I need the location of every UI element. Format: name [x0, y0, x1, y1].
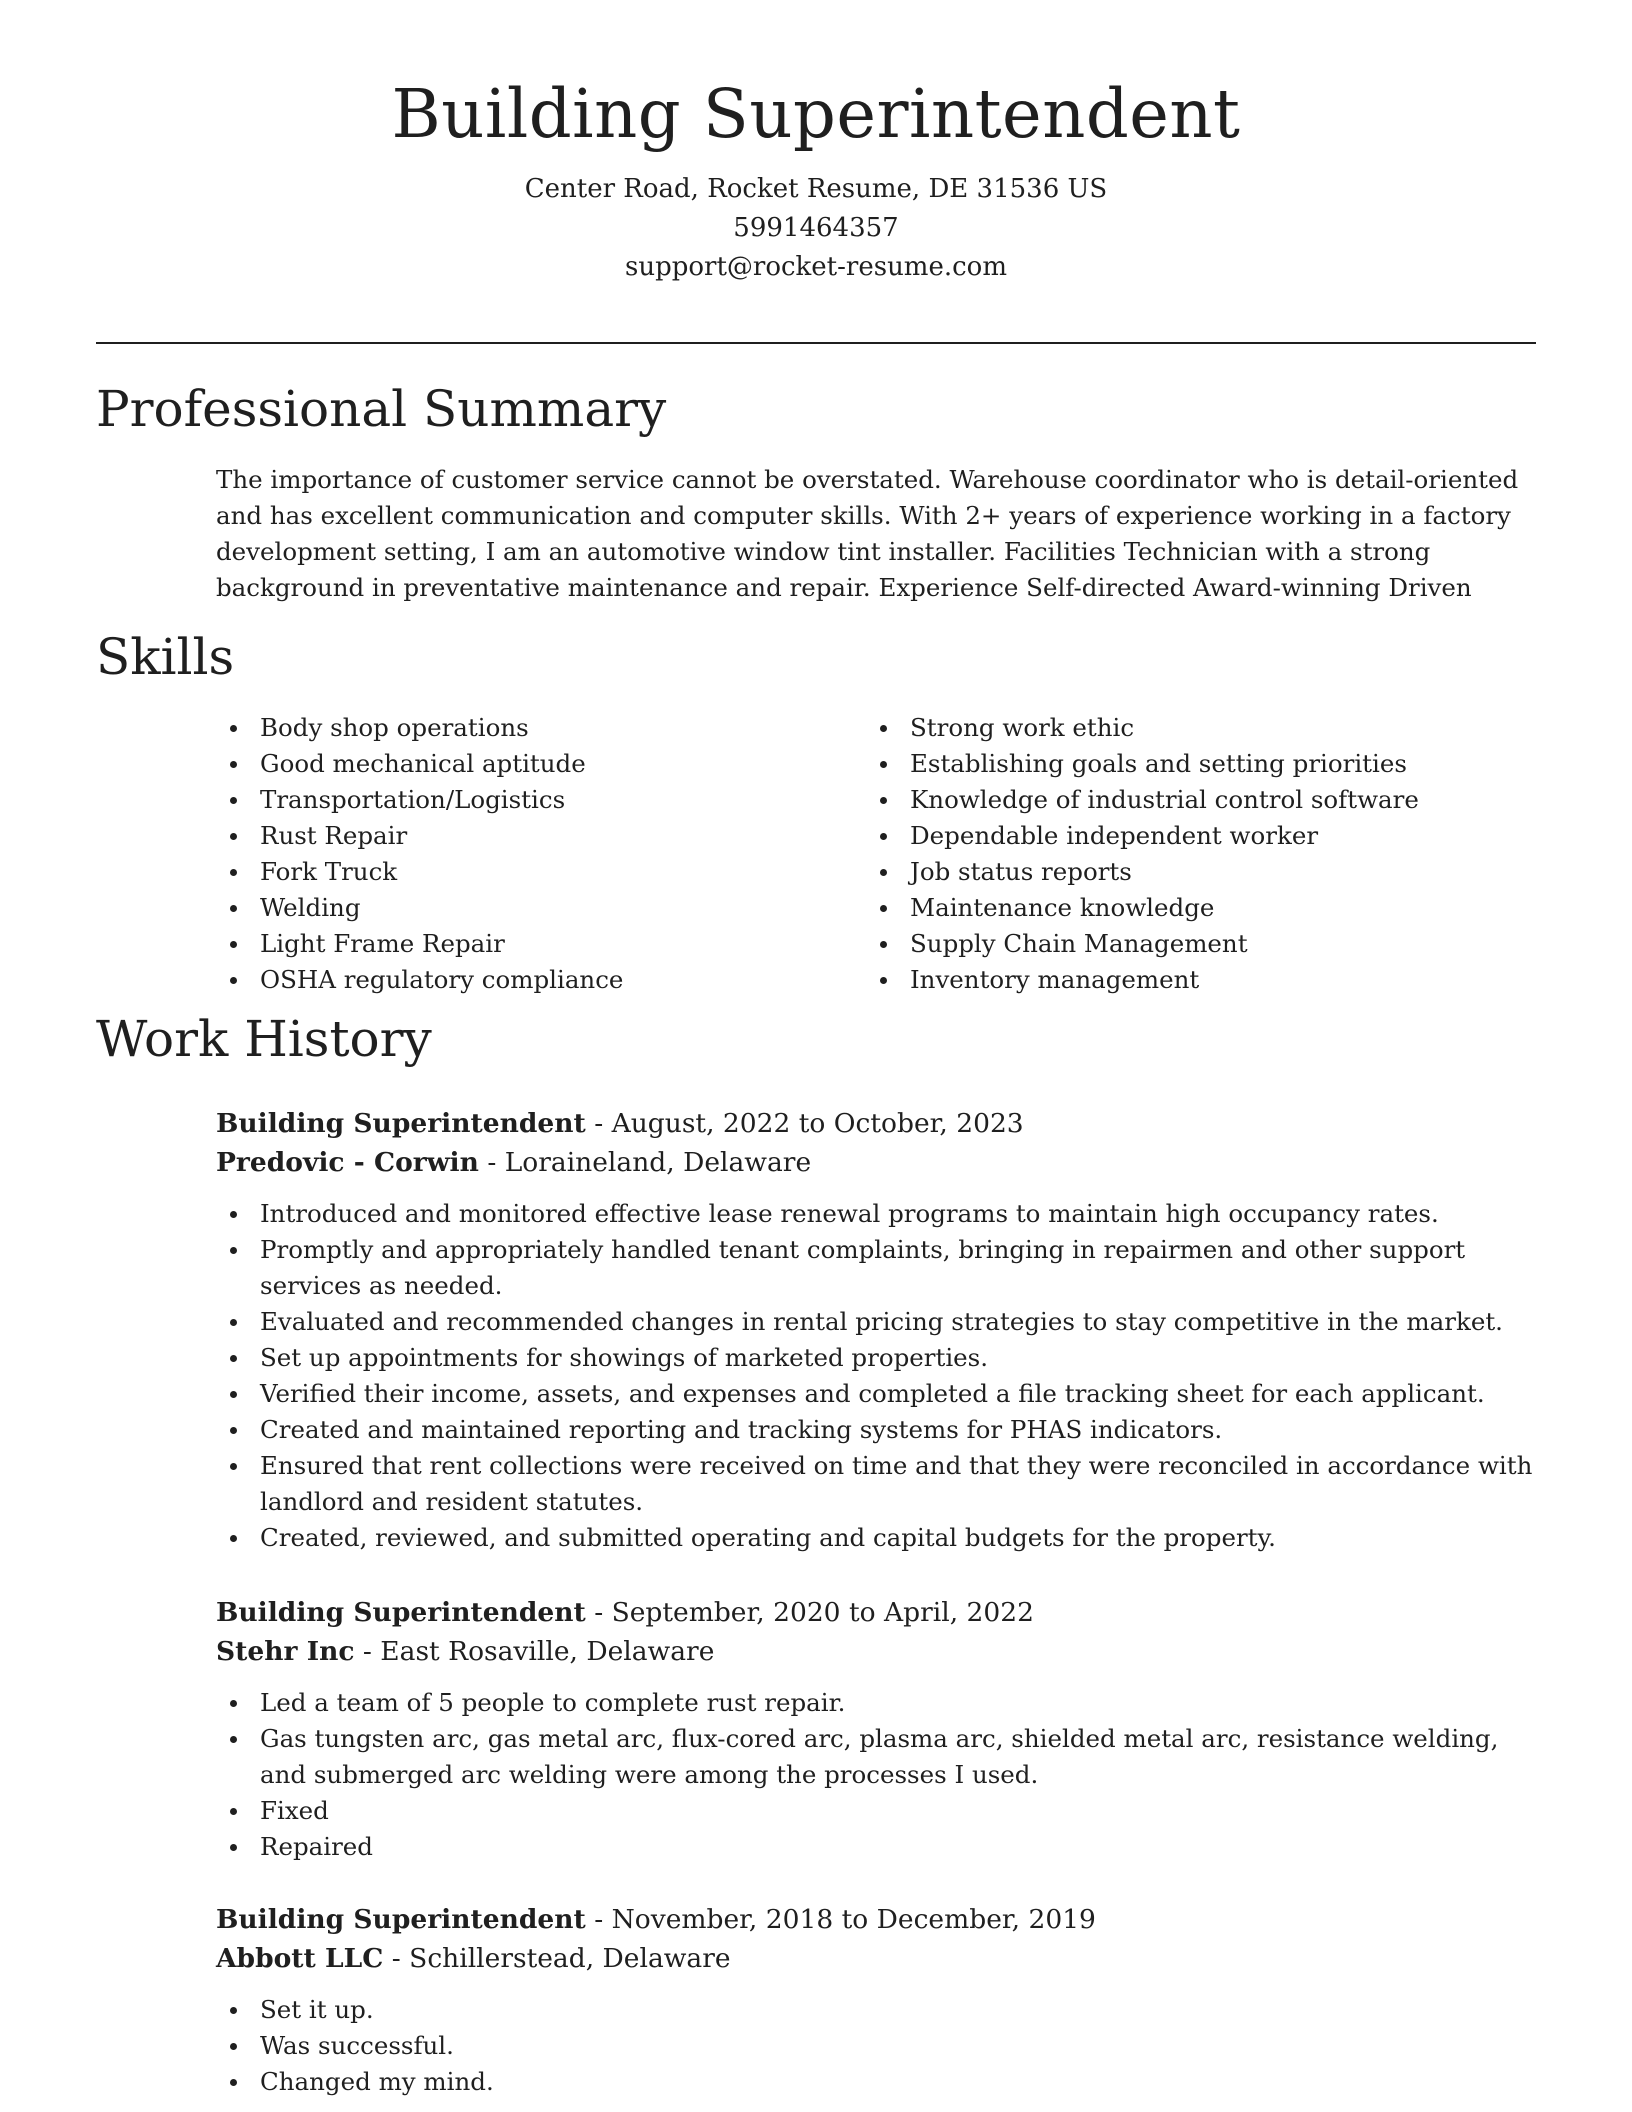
job-company-line	[216, 1939, 1540, 1978]
job-bullet: Was successful.	[216, 2028, 1540, 2064]
skill-item: Welding	[216, 890, 856, 926]
skill-item: Transportation/Logistics	[216, 782, 856, 818]
job-dates: - September, 2020 to April, 2022	[585, 1597, 1034, 1628]
contact-phone: 5991464357	[733, 212, 899, 243]
job-bullets	[216, 1685, 1540, 1865]
job-role: Building Superintendent	[216, 1597, 586, 1628]
candidate-name: Building Superintendent	[391, 75, 1241, 153]
skill-item: Strong work ethic	[866, 710, 1506, 746]
job-role: Building Superintendent	[216, 1904, 586, 1935]
skills-list-right	[866, 710, 1506, 998]
job-entry	[216, 1593, 1540, 1865]
skill-item: Rust Repair	[216, 818, 856, 854]
job-company: Stehr Inc	[216, 1636, 355, 1667]
skill-item: Establishing goals and setting priorities	[866, 746, 1506, 782]
resume-header	[0, 0, 1632, 287]
job-company-line	[216, 1632, 1540, 1671]
skill-item: Maintenance knowledge	[866, 890, 1506, 926]
skill-item: Supply Chain Management	[866, 926, 1506, 962]
job-bullet: Ensured that rent collections were received on time and that they were reconciled in accordance with landlord and resident statutes.	[216, 1448, 1540, 1520]
job-bullet: Created, reviewed, and submitted operating and capital budgets for the property.	[216, 1520, 1540, 1556]
contact-address: Center Road, Rocket Resume, DE 31536 US	[524, 173, 1108, 204]
work-history-heading: Work History	[96, 1010, 432, 1068]
header-divider	[96, 342, 1536, 344]
job-dates: - August, 2022 to October, 2023	[585, 1108, 1024, 1139]
job-bullet: Evaluated and recommended changes in rental pricing strategies to stay competitive in the market.	[216, 1304, 1540, 1340]
job-dates: - November, 2018 to December, 2019	[585, 1904, 1096, 1935]
skill-item: OSHA regulatory compliance	[216, 962, 856, 998]
summary-text: The importance of customer service cannot be overstated. Warehouse coordinator who is detail-oriented and has excellent communication and computer skills. With 2+ years of experience working in a factory development setting, I am an automotive window tint installer. Facilities Technician with a strong background in preventative maintenance and repair. Experience Self-directed Award-winning Driven	[216, 465, 1519, 602]
skill-item: Body shop operations	[216, 710, 856, 746]
summary-heading: Professional Summary	[96, 380, 667, 438]
job-bullet: Led a team of 5 people to complete rust repair.	[216, 1685, 1540, 1721]
skill-item: Inventory management	[866, 962, 1506, 998]
skill-item: Job status reports	[866, 854, 1506, 890]
job-title-line	[216, 1900, 1540, 1939]
job-company-line	[216, 1143, 1540, 1182]
skills-list-left	[216, 710, 856, 998]
job-location: - Loraineland, Delaware	[478, 1147, 812, 1178]
job-bullet: Introduced and monitored effective lease renewal programs to maintain high occupancy rates.	[216, 1196, 1540, 1232]
contact-block	[0, 170, 1632, 287]
skill-item: Good mechanical aptitude	[216, 746, 856, 782]
job-title-line	[216, 1593, 1540, 1632]
job-entry	[216, 1104, 1540, 1556]
job-bullets	[216, 1196, 1540, 1556]
skill-item: Dependable independent worker	[866, 818, 1506, 854]
job-title-line	[216, 1104, 1540, 1143]
job-entry	[216, 1900, 1540, 2100]
job-bullet: Promptly and appropriately handled tenant complaints, bringing in repairmen and other support services as needed.	[216, 1232, 1540, 1304]
skill-item: Fork Truck	[216, 854, 856, 890]
job-bullet: Fixed	[216, 1793, 1540, 1829]
job-bullet: Verified their income, assets, and expenses and completed a file tracking sheet for each applicant.	[216, 1376, 1540, 1412]
job-company: Abbott LLC	[216, 1943, 384, 1974]
job-role: Building Superintendent	[216, 1108, 586, 1139]
contact-email: support@rocket-resume.com	[624, 251, 1007, 282]
job-company: Predovic - Corwin	[216, 1147, 479, 1178]
job-location: - East Rosaville, Delaware	[354, 1636, 715, 1667]
skill-item: Knowledge of industrial control software	[866, 782, 1506, 818]
job-location: - Schillerstead, Delaware	[383, 1943, 731, 1974]
job-bullet: Repaired	[216, 1829, 1540, 1865]
job-bullet: Gas tungsten arc, gas metal arc, flux-cored arc, plasma arc, shielded metal arc, resistance welding, and submerged arc welding were among the processes I used.	[216, 1721, 1540, 1793]
job-bullet: Created and maintained reporting and tracking systems for PHAS indicators.	[216, 1412, 1540, 1448]
job-bullet: Set up appointments for showings of marketed properties.	[216, 1340, 1540, 1376]
job-bullet: Set it up.	[216, 1992, 1540, 2028]
skills-heading: Skills	[96, 628, 235, 686]
skill-item: Light Frame Repair	[216, 926, 856, 962]
job-bullets	[216, 1992, 1540, 2100]
job-bullet: Changed my mind.	[216, 2064, 1540, 2100]
